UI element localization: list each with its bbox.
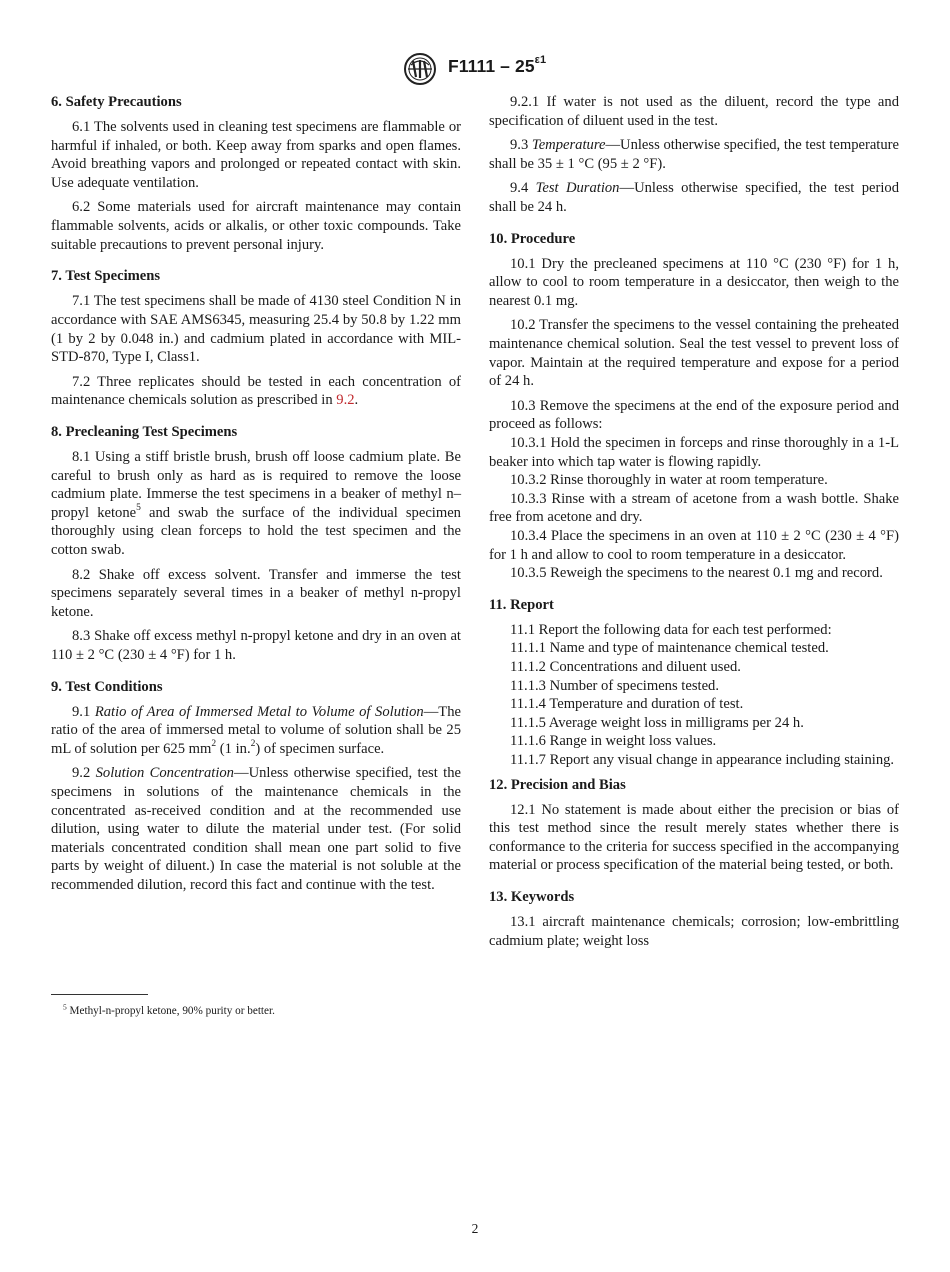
report-item: 11.1.4 Temperature and duration of test.	[510, 696, 744, 713]
para-10-3-4: 10.3.4 Place the specimens in an oven at 110 ± 2 °C (230 ± 4 °F) for 1 h and allow to cool to room temperature in a desiccator.	[489, 527, 899, 563]
report-item: 11.1 Report the following data for each test performed:	[510, 621, 832, 638]
para-12-1: 12.1 No statement is made about either the precision or bias of this test method since the result merely states whether there is conformance to the criteria for success specified in the accompanying material or process specification of the material being tested, or both.	[489, 801, 899, 874]
para-9-2: 9.2 Solution Concentration—Unless otherwise specified, test the specimens in solutions of the maintenance chemicals in the concentrated as-received condition and at the recommended use dilution, using water to dilute the material under test. (For solid materials concentrated condition shall mean one part solid to five parts by weight of diluent.) In case the material is not soluble at the recommended dilution, record this fact and continue with the test.	[51, 765, 461, 893]
para-10-1: 10.1 Dry the precleaned specimens at 110 °C (230 °F) for 1 h, allow to cool to room temperature in a desiccator, then weigh to the nearest 0.1 mg.	[489, 255, 899, 309]
section-11-title: 11. Report	[489, 596, 554, 613]
section-8-title: 8. Precleaning Test Specimens	[51, 423, 238, 440]
page-header	[0, 52, 950, 86]
para-10-3-1: 10.3.1 Hold the specimen in forceps and rinse thoroughly in a 1-L beaker into which tap water is flowing rapidly.	[489, 435, 899, 470]
report-item: 11.1.3 Number of specimens tested.	[510, 677, 719, 694]
section-9-title: 9. Test Conditions	[51, 678, 163, 695]
report-item: 11.1.6 Range in weight loss values.	[510, 733, 717, 750]
astm-logo-icon	[402, 52, 438, 86]
para-8-1: 8.1 Using a stiff bristle brush, brush off loose cadmium plate. Be careful to brush only as hard as is required to remove the loose cadmium plate. Immerse the test specimens in a beaker of methyl n–propyl ketone$^5$ and swab the surface of the individual specimen thoroughly using clean forceps to hold the test specimen and the cotton swab.	[51, 449, 461, 558]
right-column	[489, 93, 899, 950]
para-10-2: 10.2 Transfer the specimens to the vessel containing the preheated maintenance chemical solution. Seal the test vessel to prevent loss of vapor. Maintain at the required temperature and expose for a period of 24 h.	[489, 317, 899, 390]
report-item: 11.1.2 Concentrations and diluent used.	[510, 659, 741, 676]
left-column	[51, 93, 461, 895]
para-9-1: 9.1 Ratio of Area of Immersed Metal to Volume of Solution—The ratio of the area of immersed metal to volume of solution shall be 25 mL of solution per 625 mm$^2$ (1 in.$^2$) of specimen surface.	[51, 703, 461, 757]
para-7-2: 7.2 Three replicates should be tested in each concentration of maintenance chemicals solution as prescribed in 9.2.	[51, 373, 461, 409]
para-10-3: 10.3 Remove the specimens at the end of the exposure period and proceed as follows:	[489, 397, 899, 433]
standard-designation: $F1111 - 25^{\varepsilon 1}$	[448, 54, 547, 76]
para-9-2-1: 9.2.1 If water is not used as the diluent, record the type and specification of diluent used in the test.	[489, 94, 899, 129]
section-12-title: 12. Precision and Bias	[489, 776, 626, 793]
para-6-2: 6.2 Some materials used for aircraft maintenance may contain flammable solvents, acids or alkalis, or other toxic compounds. Take suitable precautions to prevent personal injury.	[51, 199, 461, 253]
para-6-1: 6.1 The solvents used in cleaning test specimens are flammable or harmful if inhaled, or both. Keep away from sparks and open flames. Avoid breathing vapors and prolonged or repeated contact with skin. Use adequate ventilation.	[51, 119, 461, 191]
section-7-title: 7. Test Specimens	[51, 268, 161, 285]
para-9-3: 9.3 Temperature—Unless otherwise specified, the test temperature shall be 35 ± 1 °C (95 ± 2 °F).	[489, 137, 899, 172]
section-6-title: 6. Safety Precautions	[51, 94, 182, 110]
report-item: 11.1.5 Average weight loss in milligrams per 24 h.	[510, 714, 804, 731]
para-7-1: 7.1 The test specimens shall be made of 4130 steel Condition N in accordance with SAE AMS6345, measuring 25.4 by 50.8 by 1.22 mm (1 by 2 by 0.048 in.) and cadmium plated in accordance with MIL-STD-870, Type I, Class1.	[51, 293, 461, 366]
para-10-3-3: 10.3.3 Rinse with a stream of acetone from a wash bottle. Shake free from acetone and dry.	[489, 490, 899, 526]
para-9-4: 9.4 Test Duration—Unless otherwise specified, the test period shall be 24 h.	[489, 180, 900, 215]
para-8-2: 8.2 Shake off excess solvent. Transfer and immerse the test specimens separately several times in a beaker of methyl n-propyl ketone.	[51, 566, 461, 620]
footnote-5: $^5$ Methyl-n-propyl ketone, 90% purity or better.	[63, 1002, 275, 1017]
report-item: 11.1.1 Name and type of maintenance chemical tested.	[510, 640, 829, 657]
para-13-1: 13.1 aircraft maintenance chemicals; corrosion; low-embrittling cadmium plate; weight loss	[489, 914, 899, 949]
page-number: 2	[471, 1221, 479, 1236]
section-13-title: 13. Keywords	[489, 889, 575, 906]
report-item: 11.1.7 Report any visual change in appearance including staining.	[510, 752, 895, 768]
para-8-3: 8.3 Shake off excess methyl n-propyl ketone and dry in an oven at 110 ± 2 °C (230 ± 4 °F) for 1 h.	[51, 628, 461, 663]
footnote-divider	[51, 994, 148, 995]
link-9-2[interactable]: 9.2	[336, 392, 355, 409]
footnote-ref-5[interactable]: 5	[136, 502, 141, 513]
section-10-title: 10. Procedure	[489, 230, 576, 247]
para-10-3-2: 10.3.2 Rinse thoroughly in water at room temperature.	[510, 472, 828, 489]
para-10-3-5: 10.3.5 Reweigh the specimens to the nearest 0.1 mg and record.	[510, 565, 883, 582]
